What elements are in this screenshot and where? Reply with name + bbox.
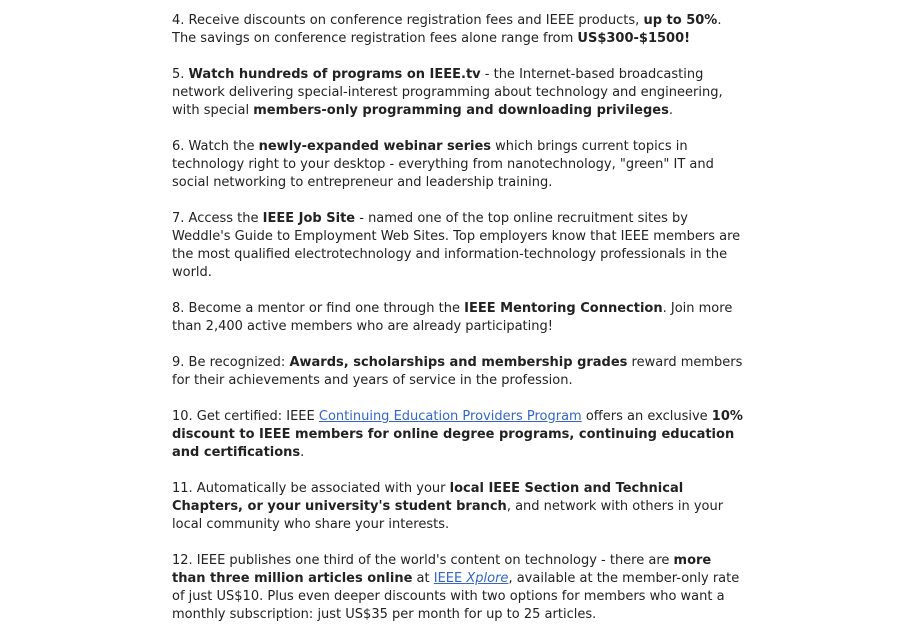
text-run: , and network with others in your local community who share your interests.: [172, 499, 724, 532]
text-run: newly-expanded webinar series: [258, 139, 492, 154]
benefit-item-10: [172, 408, 746, 462]
text-run: US$300-$1500!: [577, 31, 691, 46]
text-run: .: [668, 103, 673, 118]
text-run: 8. Become a mentor or find one through the: [172, 301, 465, 316]
continuing-education-providers-program-link[interactable]: Continuing Education Providers Program: [318, 409, 582, 424]
text-run: reward members for their achievements and years of service in the profession.: [172, 355, 743, 388]
text-run: local IEEE Section and Technical Chapters, or your university's student branch: [172, 481, 684, 514]
text-run: Watch hundreds of programs on IEEE.tv: [188, 67, 481, 82]
text-run: up to 50%: [643, 13, 718, 28]
benefit-item-9: [172, 354, 746, 390]
benefit-item-4: [172, 12, 746, 48]
benefit-item-5: [172, 66, 746, 120]
benefit-item-12: [172, 552, 746, 624]
text-run: 12. IEEE publishes one third of the world's content on technology - there are: [172, 553, 674, 568]
text-run: IEEE Job Site: [262, 211, 356, 226]
benefits-list: [172, 12, 746, 642]
ieee-xplore-link[interactable]: Xplore: [466, 571, 509, 586]
text-run: 7. Access the: [172, 211, 263, 226]
text-run: 4. Receive discounts on conference registration fees and IEEE products,: [172, 13, 644, 28]
text-run: - the Internet-based broadcasting network delivering special-interest programming about technology and engineering, with special: [172, 67, 723, 118]
benefit-item-8: [172, 300, 746, 336]
text-run: more than three million articles online: [172, 553, 712, 586]
benefit-item-11: [172, 480, 746, 534]
benefit-item-7: [172, 210, 746, 282]
ieee-xplore-link[interactable]: IEEE: [433, 571, 467, 586]
text-run: IEEE Mentoring Connection: [464, 301, 663, 316]
benefit-item-6: [172, 138, 746, 192]
text-run: 10. Get certified: IEEE: [172, 409, 319, 424]
text-run: , available at the member-only rate of just US$10. Plus even deeper discounts with two options for members who want a monthly subscription: just US$35 per month for up to 25 articles.: [172, 571, 740, 622]
text-run: 11. Automatically be associated with your: [172, 481, 450, 496]
text-run: at: [412, 571, 434, 586]
text-run: .: [300, 445, 305, 460]
text-run: . Join more than 2,400 active members who are already participating!: [172, 301, 733, 334]
text-run: - named one of the top online recruitment sites by Weddle's Guide to Employment Web Sites. Top employers know that IEEE members are the most qualified electrotechnology and information-technology professionals in the world.: [172, 211, 741, 280]
text-run: . The savings on conference registration fees alone range from: [172, 13, 722, 46]
text-run: Awards, scholarships and membership grades: [289, 355, 628, 370]
text-run: 5.: [172, 67, 189, 82]
text-run: which brings current topics in technology right to your desktop - everything from nanotechnology, "green" IT and social networking to entrepreneur and leadership training.: [172, 139, 714, 190]
text-run: members-only programming and downloading privileges: [253, 103, 669, 118]
text-run: offers an exclusive: [581, 409, 712, 424]
text-run: 10% discount to IEEE members for online degree programs, continuing education and certifications: [172, 409, 743, 460]
text-run: 9. Be recognized:: [172, 355, 290, 370]
text-run: 6. Watch the: [172, 139, 259, 154]
